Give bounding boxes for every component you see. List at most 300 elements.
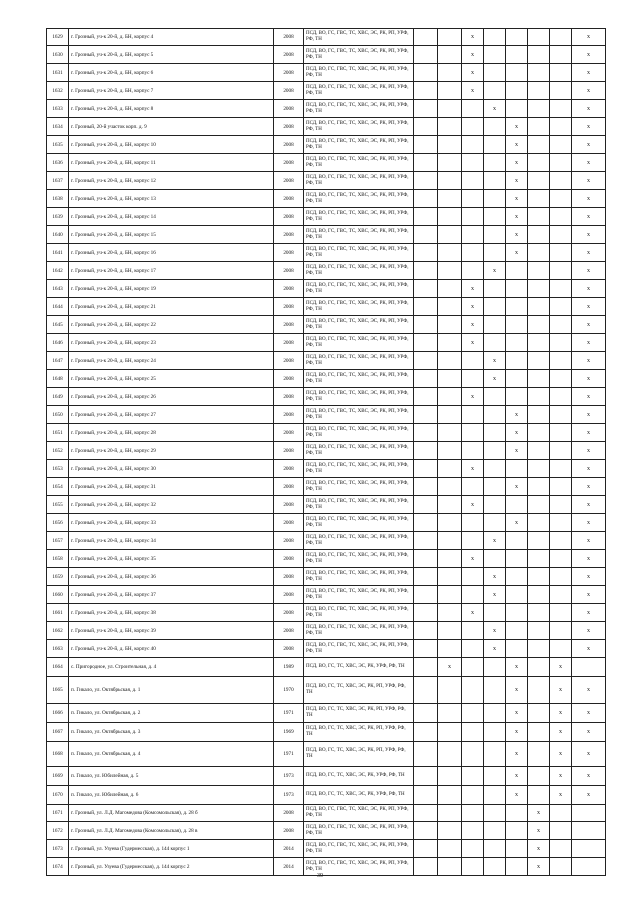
row-number: 1631 xyxy=(47,64,69,82)
row-mark-cell xyxy=(506,29,528,46)
row-number: 1670 xyxy=(47,786,69,805)
row-works: ПСД, ВО, ГС, ГВС, ТС, ХВС, ЭС, РК, РП, УРФ, РФ, ТН xyxy=(304,298,414,316)
row-mark-cell xyxy=(414,442,438,460)
row-last-mark: x xyxy=(572,622,606,640)
row-address: п. Гикало, ул. Октябрьская, д. 2 xyxy=(69,704,274,723)
row-mark-cell xyxy=(438,280,462,298)
row-mark-cell xyxy=(462,100,484,118)
row-last-mark: x xyxy=(572,604,606,622)
row-mark-cell xyxy=(438,172,462,190)
row-year: 2008 xyxy=(274,568,304,586)
row-mark-cell xyxy=(550,172,572,190)
row-mark-cell: x xyxy=(506,442,528,460)
row-mark-cell xyxy=(414,82,438,100)
row-mark-cell xyxy=(414,704,438,723)
row-mark-cell xyxy=(438,244,462,262)
row-mark-cell xyxy=(528,406,550,424)
row-mark-cell xyxy=(484,226,506,244)
row-mark-cell: x xyxy=(528,805,550,822)
row-mark-cell xyxy=(550,805,572,822)
row-address: г. Грозный, уч-к 20-й, д. БН, корпус 30 xyxy=(69,460,274,478)
row-last-mark: x xyxy=(572,640,606,658)
row-mark-cell xyxy=(528,280,550,298)
table-row xyxy=(47,786,606,805)
table-row xyxy=(47,208,606,226)
row-mark-cell xyxy=(484,388,506,406)
row-mark-cell xyxy=(414,244,438,262)
table-row xyxy=(47,100,606,118)
row-mark-cell xyxy=(462,822,484,840)
row-year: 2008 xyxy=(274,208,304,226)
row-address: п. Гикало, ул. Октябрьская, д. 3 xyxy=(69,723,274,742)
row-mark-cell xyxy=(438,568,462,586)
row-mark-cell xyxy=(528,640,550,658)
row-mark-cell xyxy=(484,704,506,723)
page-number: 39 xyxy=(317,873,323,879)
row-address: г. Грозный, уч-к 20-й, д. БН, корпус 35 xyxy=(69,550,274,568)
row-last-mark: x xyxy=(572,550,606,568)
row-number: 1662 xyxy=(47,622,69,640)
row-address: г. Грозный, уч-к 20-й, д. БН, корпус 40 xyxy=(69,640,274,658)
table-row xyxy=(47,136,606,154)
row-mark-cell: x xyxy=(506,190,528,208)
row-mark-cell xyxy=(438,805,462,822)
row-last-mark: x xyxy=(572,280,606,298)
row-last-mark: x xyxy=(572,496,606,514)
row-mark-cell xyxy=(506,334,528,352)
row-mark-cell xyxy=(438,352,462,370)
row-mark-cell xyxy=(438,118,462,136)
row-mark-cell xyxy=(484,805,506,822)
row-mark-cell xyxy=(528,767,550,786)
row-mark-cell: x xyxy=(462,29,484,46)
row-works: ПСД, ВО, ГС, ГВС, ТС, ХВС, ЭС, РК, РП, УРФ, РФ, ТН xyxy=(304,370,414,388)
row-mark-cell: x xyxy=(484,532,506,550)
row-works: ПСД, ВО, ГС, ГВС, ТС, ХВС, ЭС, РК, РП, УРФ, РФ, ТН xyxy=(304,280,414,298)
row-mark-cell xyxy=(528,64,550,82)
row-mark-cell xyxy=(438,388,462,406)
row-year: 1971 xyxy=(274,704,304,723)
row-mark-cell xyxy=(506,532,528,550)
row-mark-cell xyxy=(550,298,572,316)
row-mark-cell xyxy=(528,532,550,550)
row-year: 2008 xyxy=(274,100,304,118)
row-number: 1671 xyxy=(47,805,69,822)
row-mark-cell xyxy=(462,154,484,172)
row-last-mark: x xyxy=(572,786,606,805)
row-mark-cell xyxy=(528,723,550,742)
table-row xyxy=(47,767,606,786)
row-number: 1635 xyxy=(47,136,69,154)
row-year: 2008 xyxy=(274,82,304,100)
row-mark-cell xyxy=(528,208,550,226)
row-address: г. Грозный, уч-к 20-й, д. БН, корпус 10 xyxy=(69,136,274,154)
row-mark-cell xyxy=(528,226,550,244)
row-mark-cell xyxy=(438,604,462,622)
row-mark-cell xyxy=(462,840,484,858)
row-mark-cell xyxy=(462,478,484,496)
row-mark-cell: x xyxy=(462,64,484,82)
row-mark-cell xyxy=(414,677,438,704)
row-mark-cell xyxy=(550,316,572,334)
row-mark-cell: x xyxy=(506,172,528,190)
row-mark-cell xyxy=(484,316,506,334)
row-mark-cell xyxy=(550,154,572,172)
row-mark-cell xyxy=(484,208,506,226)
row-mark-cell xyxy=(438,370,462,388)
row-mark-cell xyxy=(506,460,528,478)
row-last-mark: x xyxy=(572,723,606,742)
row-number: 1644 xyxy=(47,298,69,316)
row-mark-cell xyxy=(528,172,550,190)
row-address: п. Гикало, ул. Октябрьская, д. 4 xyxy=(69,742,274,767)
row-address: г. Грозный, уч-к 20-й, д. БН, корпус 32 xyxy=(69,496,274,514)
row-mark-cell xyxy=(528,262,550,280)
row-mark-cell xyxy=(506,586,528,604)
row-mark-cell xyxy=(506,622,528,640)
row-mark-cell xyxy=(462,568,484,586)
row-mark-cell xyxy=(550,262,572,280)
row-mark-cell xyxy=(462,586,484,604)
row-mark-cell xyxy=(528,190,550,208)
row-number: 1665 xyxy=(47,677,69,704)
row-mark-cell: x xyxy=(462,388,484,406)
row-mark-cell xyxy=(484,514,506,532)
row-mark-cell: x xyxy=(550,658,572,677)
row-works: ПСД, ВО, ГС, ГВС, ТС, ХВС, ЭС, РК, РП, УРФ, РФ, ТН xyxy=(304,29,414,46)
row-address: г. Грозный, ул. Узуева (Гудермесская), д. 144 корпус 2 xyxy=(69,858,274,876)
row-address: г. Грозный, уч-к 20-й, д. БН, корпус 23 xyxy=(69,334,274,352)
table-row xyxy=(47,244,606,262)
row-mark-cell: x xyxy=(550,723,572,742)
row-address: г. Грозный, уч-к 20-й, д. БН, корпус 7 xyxy=(69,82,274,100)
row-mark-cell xyxy=(462,514,484,532)
row-address: г. Грозный, уч-к 20-й, д. БН, корпус 12 xyxy=(69,172,274,190)
row-year: 2008 xyxy=(274,822,304,840)
row-works: ПСД, ВО, ГС, ГВС, ТС, ХВС, ЭС, РК, РП, УРФ, РФ, ТН xyxy=(304,64,414,82)
row-mark-cell xyxy=(438,550,462,568)
row-mark-cell xyxy=(414,64,438,82)
row-address: г. Грозный, уч-к 20-й, д. БН, корпус 31 xyxy=(69,478,274,496)
row-last-mark: x xyxy=(572,568,606,586)
row-works: ПСД, ВО, ГС, ГВС, ТС, ХВС, ЭС, РК, РП, УРФ, РФ, ТН xyxy=(304,532,414,550)
row-mark-cell: x xyxy=(462,46,484,64)
row-number: 1651 xyxy=(47,424,69,442)
table-row xyxy=(47,723,606,742)
table-row xyxy=(47,64,606,82)
row-number: 1672 xyxy=(47,822,69,840)
row-mark-cell xyxy=(438,622,462,640)
row-mark-cell xyxy=(528,460,550,478)
row-mark-cell xyxy=(550,840,572,858)
row-mark-cell xyxy=(414,334,438,352)
row-mark-cell xyxy=(506,298,528,316)
row-mark-cell xyxy=(528,550,550,568)
row-mark-cell xyxy=(506,100,528,118)
row-last-mark: x xyxy=(572,424,606,442)
row-mark-cell: x xyxy=(484,640,506,658)
row-mark-cell: x xyxy=(484,100,506,118)
row-works: ПСД, ВО, ГС, ТС, ХВС, ЭС, РК, РП, УРФ, РФ, ТН xyxy=(304,723,414,742)
table-row xyxy=(47,190,606,208)
table-row xyxy=(47,568,606,586)
row-mark-cell xyxy=(438,532,462,550)
row-year: 2008 xyxy=(274,262,304,280)
row-mark-cell xyxy=(550,568,572,586)
row-mark-cell: x xyxy=(462,298,484,316)
row-mark-cell xyxy=(414,658,438,677)
row-mark-cell xyxy=(414,352,438,370)
table-row xyxy=(47,442,606,460)
row-mark-cell: x xyxy=(528,840,550,858)
row-mark-cell xyxy=(414,46,438,64)
row-year: 2008 xyxy=(274,29,304,46)
row-works: ПСД, ВО, ГС, ГВС, ТС, ХВС, ЭС, РК, РП, УРФ, РФ, ТН xyxy=(304,442,414,460)
row-year: 1973 xyxy=(274,767,304,786)
row-address: г. Грозный, уч-к 20-й, д. БН, корпус 16 xyxy=(69,244,274,262)
row-mark-cell xyxy=(462,786,484,805)
table-row xyxy=(47,604,606,622)
row-mark-cell xyxy=(550,280,572,298)
row-mark-cell: x xyxy=(484,370,506,388)
row-mark-cell xyxy=(462,442,484,460)
row-address: с. Пригородное, ул. Строительная, д. 4 xyxy=(69,658,274,677)
row-year: 2008 xyxy=(274,388,304,406)
row-mark-cell xyxy=(550,82,572,100)
row-mark-cell xyxy=(550,388,572,406)
row-mark-cell xyxy=(506,280,528,298)
row-mark-cell xyxy=(414,29,438,46)
row-mark-cell xyxy=(438,742,462,767)
row-mark-cell xyxy=(414,604,438,622)
row-address: г. Грозный, уч-к 20-й, д. БН, корпус 17 xyxy=(69,262,274,280)
row-mark-cell xyxy=(528,478,550,496)
row-works: ПСД, ВО, ГС, ГВС, ТС, ХВС, ЭС, РК, РП, УРФ, РФ, ТН xyxy=(304,805,414,822)
row-mark-cell xyxy=(414,388,438,406)
row-mark-cell xyxy=(484,29,506,46)
row-mark-cell xyxy=(506,82,528,100)
row-mark-cell xyxy=(484,658,506,677)
row-mark-cell xyxy=(462,352,484,370)
row-last-mark: x xyxy=(572,316,606,334)
row-mark-cell xyxy=(414,767,438,786)
row-works: ПСД, ВО, ГС, ТС, ХВС, ЭС, РК, УРФ, РФ, ТН xyxy=(304,786,414,805)
row-number: 1642 xyxy=(47,262,69,280)
row-address: г. Грозный, уч-к 20-й, д. БН, корпус 11 xyxy=(69,154,274,172)
row-works: ПСД, ВО, ГС, ГВС, ТС, ХВС, ЭС, РК, РП, УРФ, РФ, ТН xyxy=(304,100,414,118)
row-mark-cell xyxy=(550,604,572,622)
table-row xyxy=(47,172,606,190)
row-number: 1648 xyxy=(47,370,69,388)
row-address: п. Гикало, ул. Юбилейная, д. 5 xyxy=(69,767,274,786)
row-mark-cell xyxy=(414,280,438,298)
row-year: 2008 xyxy=(274,64,304,82)
row-mark-cell xyxy=(414,532,438,550)
row-address: г. Грозный, уч-к 20-й, д. БН, корпус 25 xyxy=(69,370,274,388)
row-mark-cell xyxy=(414,742,438,767)
table-row xyxy=(47,460,606,478)
row-mark-cell: x xyxy=(528,822,550,840)
table-row xyxy=(47,550,606,568)
row-works: ПСД, ВО, ГС, ГВС, ТС, ХВС, ЭС, РК, РП, УРФ, РФ, ТН xyxy=(304,586,414,604)
schedule-table xyxy=(46,28,606,876)
row-number: 1641 xyxy=(47,244,69,262)
row-mark-cell xyxy=(550,424,572,442)
row-mark-cell: x xyxy=(462,316,484,334)
row-year: 1969 xyxy=(274,723,304,742)
row-year: 2008 xyxy=(274,334,304,352)
row-address: г. Грозный, уч-к 20-й, д. БН, корпус 21 xyxy=(69,298,274,316)
row-mark-cell xyxy=(462,532,484,550)
row-works: ПСД, ВО, ГС, ГВС, ТС, ХВС, ЭС, РК, РП, УРФ, РФ, ТН xyxy=(304,822,414,840)
row-mark-cell xyxy=(438,298,462,316)
row-mark-cell xyxy=(550,29,572,46)
row-year: 2008 xyxy=(274,640,304,658)
row-works: ПСД, ВО, ГС, ГВС, ТС, ХВС, ЭС, РК, РП, УРФ, РФ, ТН xyxy=(304,118,414,136)
row-year: 2008 xyxy=(274,586,304,604)
row-mark-cell xyxy=(484,822,506,840)
row-mark-cell xyxy=(438,208,462,226)
row-mark-cell xyxy=(462,704,484,723)
row-mark-cell xyxy=(414,622,438,640)
row-number: 1664 xyxy=(47,658,69,677)
row-mark-cell xyxy=(528,352,550,370)
row-mark-cell xyxy=(484,677,506,704)
table-row xyxy=(47,424,606,442)
row-mark-cell: x xyxy=(484,622,506,640)
row-last-mark: x xyxy=(572,136,606,154)
row-works: ПСД, ВО, ГС, ГВС, ТС, ХВС, ЭС, РК, РП, УРФ, РФ, ТН xyxy=(304,316,414,334)
row-mark-cell: x xyxy=(506,704,528,723)
row-mark-cell xyxy=(484,118,506,136)
row-number: 1673 xyxy=(47,840,69,858)
row-mark-cell xyxy=(414,640,438,658)
row-number: 1638 xyxy=(47,190,69,208)
row-mark-cell xyxy=(484,460,506,478)
row-works: ПСД, ВО, ГС, ГВС, ТС, ХВС, ЭС, РК, РП, УРФ, РФ, ТН xyxy=(304,208,414,226)
row-mark-cell xyxy=(438,767,462,786)
row-works: ПСД, ВО, ГС, ГВС, ТС, ХВС, ЭС, РК, РП, УРФ, РФ, ТН xyxy=(304,424,414,442)
row-mark-cell xyxy=(414,460,438,478)
row-year: 2014 xyxy=(274,840,304,858)
row-mark-cell xyxy=(438,82,462,100)
row-mark-cell xyxy=(528,370,550,388)
row-mark-cell xyxy=(528,658,550,677)
row-mark-cell xyxy=(438,704,462,723)
row-mark-cell: x xyxy=(506,424,528,442)
row-mark-cell xyxy=(484,136,506,154)
row-mark-cell xyxy=(506,370,528,388)
row-works: ПСД, ВО, ГС, ГВС, ТС, ХВС, ЭС, РК, РП, УРФ, РФ, ТН xyxy=(304,136,414,154)
row-mark-cell xyxy=(438,677,462,704)
row-last-mark: x xyxy=(572,460,606,478)
row-mark-cell xyxy=(484,298,506,316)
row-number: 1657 xyxy=(47,532,69,550)
row-year: 2008 xyxy=(274,190,304,208)
row-mark-cell xyxy=(484,406,506,424)
row-number: 1652 xyxy=(47,442,69,460)
row-last-mark: x xyxy=(572,406,606,424)
row-mark-cell xyxy=(414,316,438,334)
row-mark-cell xyxy=(506,568,528,586)
row-mark-cell xyxy=(506,316,528,334)
row-mark-cell xyxy=(550,822,572,840)
row-year: 2008 xyxy=(274,424,304,442)
row-number: 1667 xyxy=(47,723,69,742)
row-last-mark: x xyxy=(572,190,606,208)
row-address: г. Грозный, уч-к 20-й, д. БН, корпус 14 xyxy=(69,208,274,226)
row-mark-cell xyxy=(484,280,506,298)
row-mark-cell xyxy=(528,704,550,723)
row-mark-cell xyxy=(414,514,438,532)
row-mark-cell xyxy=(506,496,528,514)
row-address: г. Грозный, уч-к 20-й, д. БН, корпус 34 xyxy=(69,532,274,550)
row-mark-cell xyxy=(462,208,484,226)
row-year: 2008 xyxy=(274,136,304,154)
row-last-mark: x xyxy=(572,370,606,388)
row-mark-cell: x xyxy=(506,677,528,704)
table-row xyxy=(47,658,606,677)
row-mark-cell xyxy=(528,568,550,586)
row-works: ПСД, ВО, ГС, ТС, ХВС, ЭС, РК, РП, УРФ, РФ, ТН xyxy=(304,677,414,704)
table-row xyxy=(47,822,606,840)
row-mark-cell xyxy=(550,244,572,262)
row-mark-cell: x xyxy=(438,658,462,677)
row-year: 1970 xyxy=(274,677,304,704)
row-last-mark: x xyxy=(572,388,606,406)
row-mark-cell xyxy=(414,136,438,154)
row-works: ПСД, ВО, ГС, ГВС, ТС, ХВС, ЭС, РК, РП, УРФ, РФ, ТН xyxy=(304,496,414,514)
row-mark-cell xyxy=(528,244,550,262)
row-number: 1660 xyxy=(47,586,69,604)
row-last-mark: x xyxy=(572,742,606,767)
row-last-mark: x xyxy=(572,118,606,136)
row-mark-cell: x xyxy=(506,244,528,262)
row-mark-cell xyxy=(438,640,462,658)
row-number: 1630 xyxy=(47,46,69,64)
row-last-mark: x xyxy=(572,244,606,262)
row-works: ПСД, ВО, ГС, ГВС, ТС, ХВС, ЭС, РК, РП, УРФ, РФ, ТН xyxy=(304,858,414,876)
row-works: ПСД, ВО, ГС, ГВС, ТС, ХВС, ЭС, РК, РП, УРФ, РФ, ТН xyxy=(304,388,414,406)
row-last-mark: x xyxy=(572,442,606,460)
row-mark-cell xyxy=(462,262,484,280)
row-last-mark: x xyxy=(572,677,606,704)
row-mark-cell xyxy=(414,723,438,742)
row-mark-cell xyxy=(438,496,462,514)
row-mark-cell xyxy=(550,478,572,496)
row-mark-cell xyxy=(528,316,550,334)
table-row xyxy=(47,677,606,704)
row-mark-cell: x xyxy=(506,514,528,532)
row-number: 1633 xyxy=(47,100,69,118)
row-works: ПСД, ВО, ГС, ТС, ХВС, ЭС, РК, РП, УРФ, РФ, ТН xyxy=(304,704,414,723)
row-mark-cell xyxy=(528,442,550,460)
row-mark-cell xyxy=(506,64,528,82)
row-address: г. Грозный, уч-к 20-й, д. БН, корпус 27 xyxy=(69,406,274,424)
row-mark-cell xyxy=(462,805,484,822)
row-mark-cell xyxy=(438,29,462,46)
row-address: г. Грозный, уч-к 20-й, д. БН, корпус 38 xyxy=(69,604,274,622)
row-last-mark xyxy=(572,822,606,840)
table-row xyxy=(47,406,606,424)
row-mark-cell xyxy=(414,172,438,190)
row-mark-cell xyxy=(414,496,438,514)
row-number: 1669 xyxy=(47,767,69,786)
row-mark-cell: x xyxy=(506,786,528,805)
row-mark-cell xyxy=(528,514,550,532)
row-works: ПСД, ВО, ГС, ГВС, ТС, ХВС, ЭС, РК, РП, УРФ, РФ, ТН xyxy=(304,622,414,640)
row-number: 1668 xyxy=(47,742,69,767)
